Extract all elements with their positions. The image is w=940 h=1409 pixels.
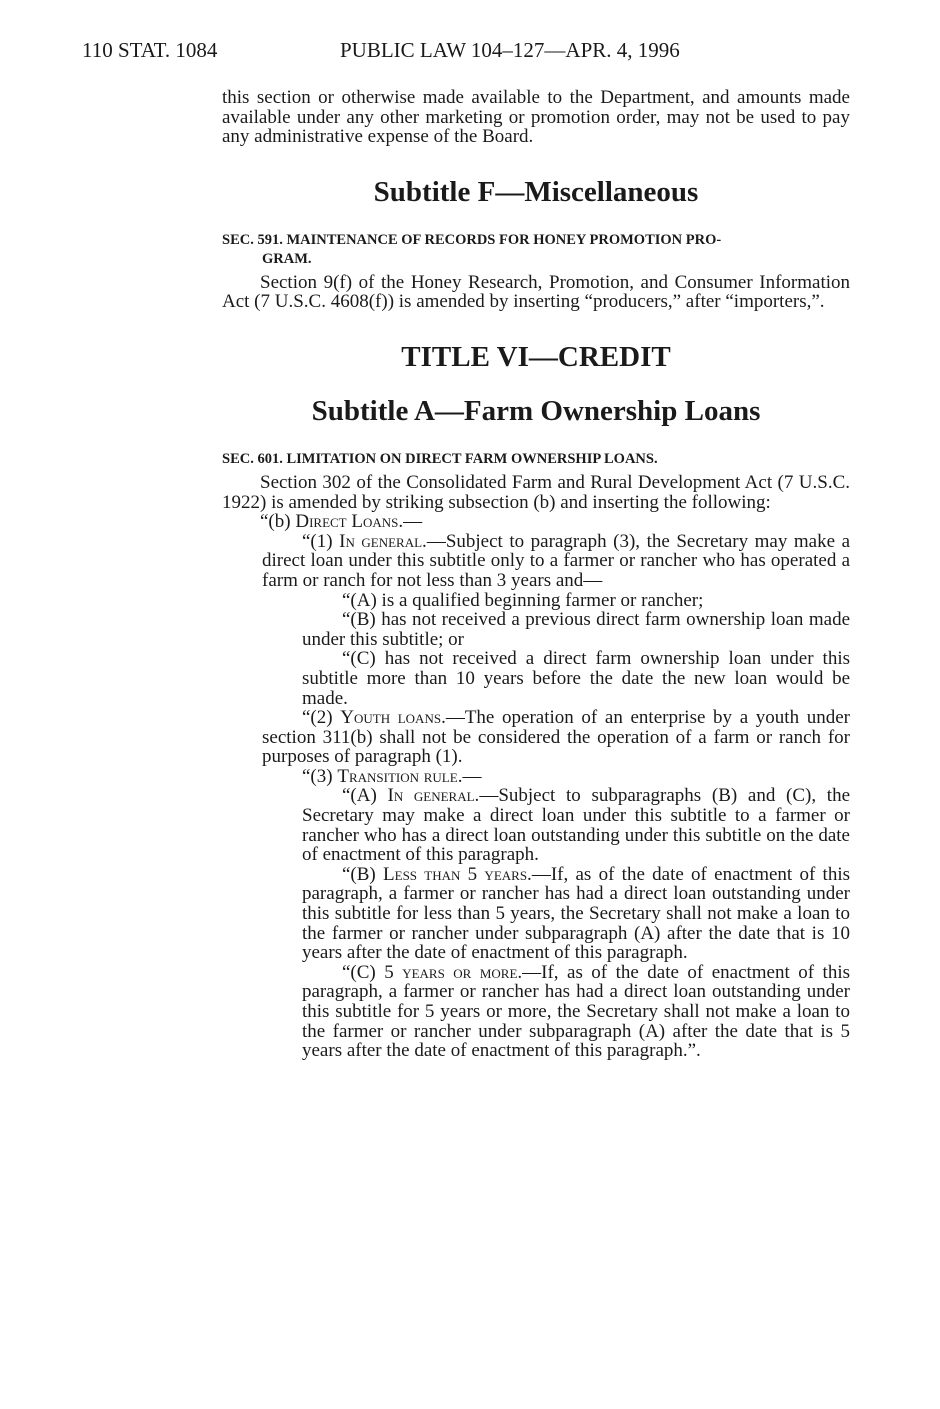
paragraph-2 — [222, 708, 850, 767]
paragraph-1 — [222, 532, 850, 591]
title-vi-heading: TITLE VI—CREDIT — [401, 340, 671, 373]
paragraph-3-c-prefix: “(C) — [342, 961, 385, 983]
paragraph-3-c — [222, 963, 850, 1061]
paragraph-2-prefix: “(2) — [302, 707, 341, 729]
subtitle-a-heading: Subtitle A—Farm Ownership Loans — [311, 394, 761, 427]
subtitle-f-heading: Subtitle F—Miscellaneous — [373, 175, 699, 208]
sec-591-body: Section 9(f) of the Honey Research, Promotion, and Consumer Information Act (7 U.S.C. 4608(f)) is amended by inserting “producers,” after “importers,”. — [222, 271, 850, 313]
paragraph-1-prefix: “(1) — [302, 530, 340, 552]
paragraph-1-c: “(C) has not received a direct farm ownership loan under this subtitle more than 10 years before the date the new loan would be made. — [302, 648, 850, 709]
text-column — [222, 88, 850, 1061]
paragraph-1-text: —Subject to paragraph (3), the Secretary may make a direct loan under this subtitle only to a farmer or rancher who has operated a farm or ranch for not less than 3 years and— — [262, 530, 850, 591]
paragraph-2-text: —The operation of an enterprise by a youth under section 311(b) shall not be considered the operation of a farm or ranch for purposes of paragraph (1). — [262, 707, 850, 768]
sec-601-heading: SEC. 601. LIMITATION ON DIRECT FARM OWNERSHIP LOANS. — [222, 450, 658, 467]
paragraph-3-heading: Transition rule. — [337, 765, 463, 787]
paragraph-1-b: “(B) has not received a previous direct farm ownership loan made under this subtitle; or — [302, 609, 850, 650]
statute-page-number: 110 STAT. 1084 — [82, 38, 218, 62]
paragraph-3-a-text: —Subject to subparagraphs (B) and (C), the Secretary may make a direct loan under this subtitle to a farmer or rancher who has a direct loan outstanding under this subtitle on the date of enactment of this paragraph. — [302, 785, 850, 866]
paragraph-3-dash: — — [462, 765, 482, 787]
paragraph-3-c-heading: 5 years or more. — [384, 961, 523, 983]
paragraph-3-c-text: —If, as of the date of enactment of this paragraph, a farmer or rancher has had a direct loan outstanding under this subtitle for 5 years or more, the Secretary shall not make a loan to the farmer or rancher under subparagraph (A) after the date that is 5 years after the date of enactment of this paragraph.”. — [302, 961, 850, 1062]
subsection-b-heading — [222, 512, 850, 532]
paragraph-3-prefix: “(3) — [302, 765, 338, 787]
paragraph-3-b-text: —If, as of the date of enactment of this paragraph, a farmer or rancher has had a direct loan outstanding under this subtitle for less than 5 years, the Secretary shall not make a loan to the farmer or rancher under subparagraph (A) after the date that is 10 years after the date of enactment of this paragraph. — [302, 863, 851, 964]
paragraph-3-a — [222, 786, 850, 864]
subsection-b-title: Direct Loans. — [295, 511, 404, 533]
paragraph-3 — [222, 767, 850, 787]
subsection-b-dash: — — [403, 511, 423, 533]
paragraph-3-a-heading: In general. — [387, 785, 480, 807]
sec-601-body: Section 302 of the Consolidated Farm and Rural Development Act (7 U.S.C. 1922) is amended by striking subsection (b) and inserting the following: — [222, 471, 850, 513]
sec-591-heading-line2: GRAM. — [262, 250, 312, 267]
intro-paragraph: this section or otherwise made available to the Department, and amounts made available under any other marketing or promotion order, may not be used to pay any administrative expense of the Board. — [222, 87, 850, 148]
paragraph-3-a-prefix: “(A) — [342, 785, 388, 807]
paragraph-3-b-prefix: “(B) — [342, 863, 384, 885]
paragraph-1-heading: In general. — [339, 530, 427, 552]
sec-591-heading — [222, 231, 850, 269]
paragraph-3-b-heading: Less than 5 years. — [383, 863, 532, 885]
subsection-b-prefix: “(b) — [260, 511, 296, 533]
paragraph-2-heading: Youth loans. — [340, 707, 446, 729]
paragraph-1-a: “(A) is a qualified beginning farmer or rancher; — [342, 589, 704, 611]
public-law-citation: PUBLIC LAW 104–127—APR. 4, 1996 — [340, 38, 680, 62]
sec-591-heading-line1: SEC. 591. MAINTENANCE OF RECORDS FOR HONEY PROMOTION PRO- — [222, 231, 722, 248]
paragraph-3-b — [222, 865, 850, 963]
